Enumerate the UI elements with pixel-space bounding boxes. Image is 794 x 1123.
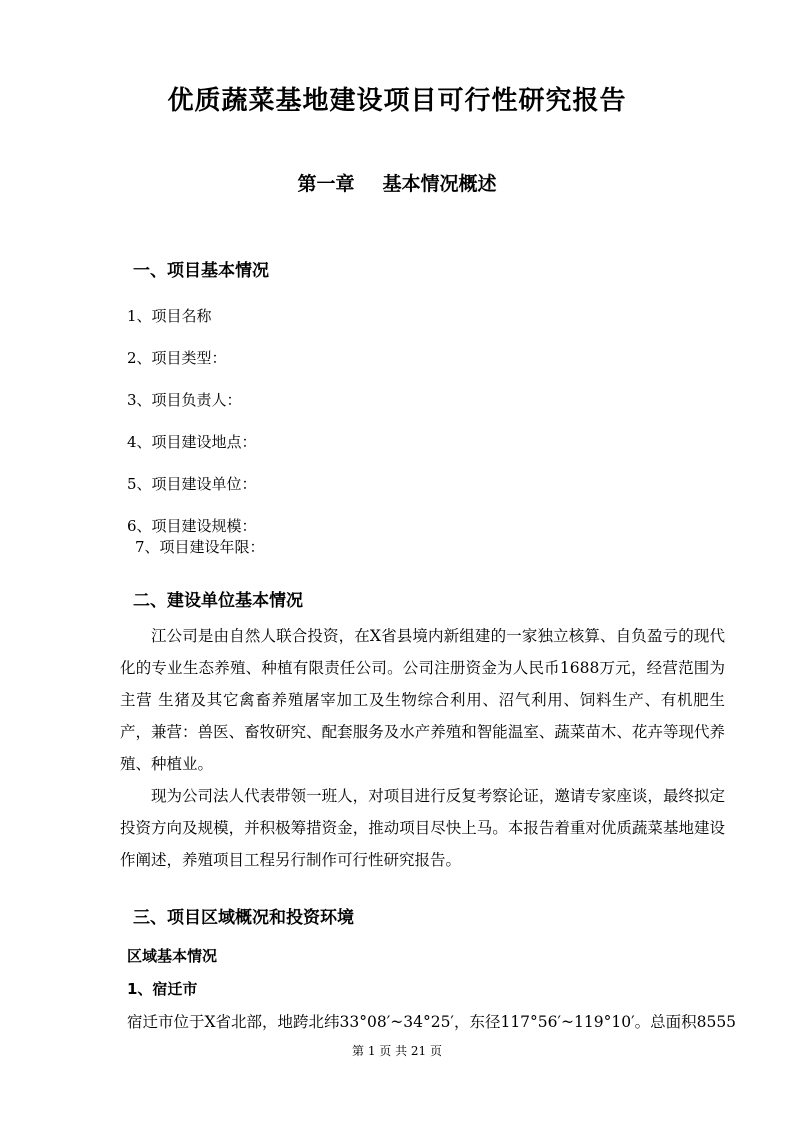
document-title: 优质蔬菜基地建设项目可行性研究报告 [167, 86, 627, 116]
paragraph: 宿迁市位于X省北部，地跨北纬33°08′~34°25′，东径117°56′~119°10′。总面积8555 [127, 1013, 737, 1031]
paragraph: 江公司是由自然人联合投资，在X省县境内新组建的一家独立核算、自负盈亏的现代化的专业生态养殖、种植有限责任公司。公司注册资金为人民币1688万元，经营范围为主营 生猪及其它禽畜养殖屠宰加工及生物综合利用、沼气利用、饲料生产、有机肥生产，兼营：兽医、畜牧研究、配套服务及水产养殖和智能温室、蔬菜苗木、花卉等现代养殖、种植业。 [120, 627, 725, 773]
section-heading-1: 一、项目基本情况 [133, 261, 269, 281]
list-item: 3、项目负责人： [127, 391, 242, 409]
list-item: 2、项目类型： [127, 349, 227, 367]
subheading: 区域基本情况 [127, 947, 218, 965]
subsection-title: 1、宿迁市 [127, 980, 198, 998]
list-item: 1、项目名称 [127, 307, 212, 325]
list-item: 5、项目建设单位： [127, 475, 257, 493]
section-2-body [120, 620, 725, 876]
chapter-number: 第一章 [297, 173, 355, 195]
section-heading-2: 二、建设单位基本情况 [133, 591, 303, 611]
list-item: 4、项目建设地点： [127, 433, 257, 451]
page-footer: 第 1 页 共 21 页 [352, 1044, 442, 1058]
paragraph: 现为公司法人代表带领一班人，对项目进行反复考察论证，邀请专家座谈，最终拟定投资方向及规模，并积极筹措资金，推动项目尽快上马。本报告着重对优质蔬菜基地建设作阐述，养殖项目工程另行制作可行性研究报告。 [120, 787, 725, 869]
list-item: 6、项目建设规模： [127, 517, 257, 535]
chapter-name: 基本情况概述 [382, 173, 497, 195]
chapter-heading [0, 169, 794, 196]
list-item: 7、项目建设年限： [135, 538, 265, 556]
section-heading-3: 三、项目区域概况和投资环境 [133, 908, 354, 928]
